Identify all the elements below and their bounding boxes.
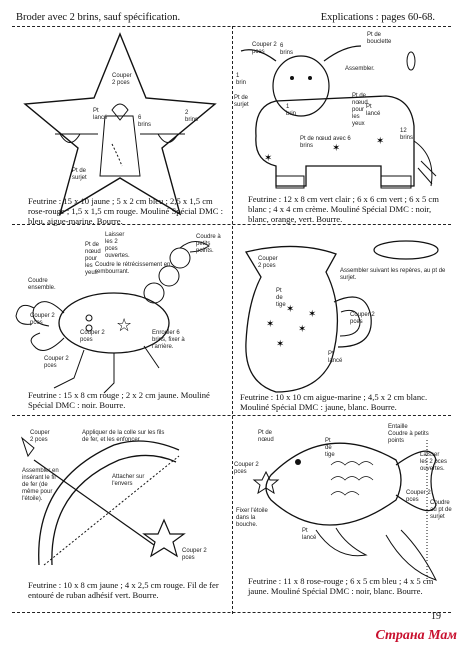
svg-text:✶: ✶ [286,304,295,315]
svg-text:✶: ✶ [298,324,307,335]
goat-label-pt-lance: Pt lancé [366,104,381,117]
page-number: 19 [431,611,441,622]
star-label-2-brins: 2 brins [185,110,199,123]
scorpion-label-coudre-ensemble: Coudre ensemble. [28,278,56,291]
scorpion-label-coudre-retrecissement: Coudre le rétrécissement en rembourrant. [95,262,171,275]
goat-label-1-brin-b: 1 brin [286,104,297,117]
svg-text:✶: ✶ [266,319,275,330]
svg-text:✶: ✶ [376,136,385,147]
fish-label-couper-a: Couper 2 pces [234,462,259,475]
jug-label-pt-tige: Pt de tige [276,288,286,308]
scorpion-label-pt-noeud: Pt de nœud pour les yeux [85,242,101,276]
star-label-pt-lance: Pt lancé [93,108,108,121]
svg-text:✶: ✶ [276,339,285,350]
fish-label-fixer: Fixer l'étoile dans la bouche. [236,508,268,528]
header-pages-ref: Explications : pages 60-68. [320,12,435,23]
fish-label-pt-lance: Pt lancé [302,528,317,541]
svg-text:✶: ✶ [332,143,341,154]
scorpion-label-couper-a: Couper 2 pces [30,313,55,326]
svg-text:✶: ✶ [308,309,317,320]
scorpion-label-couper-c: Couper 2 pces [44,356,69,369]
scorpion-caption: Feutrine : 15 x 8 cm rouge ; 2 x 2 cm jaune. Mouliné Spécial DMC : noir. Bourre. [28,390,210,410]
star-caption: Feutrine : 15 x 10 jaune ; 5 x 2 cm bleu ; 2,5 x 1,5 cm rose-rouge ; 1,5 x 1,5 cm rouge. Mouliné Spécial DMC : bleu, aigue-marine. Bourre. [28,196,223,226]
scorpion-label-enrouler: Enrouler 6 brins, fixer à l'arrière. [152,330,185,350]
fish-caption: Feutrine : 11 x 8 rose-rouge ; 6 x 5 cm bleu ; 4 x 5 cm jaune. Mouliné Spécial DMC : noir, blanc. Bourre. [248,576,434,596]
goat-label-pt-noeud: Pt de nœud pour les yeux [352,93,368,127]
row-divider-2 [12,415,451,416]
goat-label-pt-bouclette: Pt de bouclette [367,32,392,45]
star-label-6-brins: 6 brins [138,115,152,128]
fish-label-laisser: Laisser les 2 pces ouvertes. [420,452,448,472]
jug-caption: Feutrine : 10 x 10 cm aigue-marine ; 4,5 x 2 cm blanc. Mouliné Spécial DMC : jaune, blanc. Bourre. [240,392,428,412]
goat-label-pt-surjet: Pt de surjet [234,95,249,108]
scorpion-label-laisser: Laisser les 2 pces ouvertes. [105,232,130,259]
fish-label-entaille: Entaille [388,424,408,430]
goat-label-pt-noeud-6: Pt de nœud avec 6 brins [300,136,351,149]
goat-label-6-brins: 6 brins [280,43,294,56]
goat-label-12-brins: 12 brins [400,128,414,141]
goat-label-1-brin-a: 1 brin [236,73,247,86]
scorpion-label-couper-b: Couper 2 pces [80,330,105,343]
watermark: Страна Мам [375,628,457,643]
star-label-couper: Couper 2 pces [112,73,132,86]
jug-label-assembler: Assembler suivant les repères, au pt de surjet. [340,268,446,281]
svg-text:✶: ✶ [264,153,273,164]
goat-label-assembler: Assembler. [345,66,375,72]
jug-label-pt-lance: Pt lancé [328,351,343,364]
bow-label-couper: Couper 2 pces [30,430,50,443]
center-divider [232,26,233,614]
bow-label-appliquer: Appliquer de la colle sur les fils de fer, et les enfoncer [82,430,165,443]
bow-label-attacher: Attacher sur l'envers [112,474,145,487]
star-label-pt-surjet: Pt de surjet [72,168,87,181]
fish-label-coudre-surjet: Coudre au pt de surjet [430,500,452,520]
bow-label-assembler: Assembler en insérant le fil de fer (de même pour l'étoile). [22,468,59,502]
jug-label-couper-b: Couper 2 pces [350,312,375,325]
fish-label-pt-tige: Pt de tige [325,438,335,458]
fish-label-pt-noeud: Pt de nœud [258,430,274,443]
header-instructions: Broder avec 2 brins, sauf spécification. [16,12,181,23]
bottom-rule [12,612,451,613]
fish-label-coudre-pts: Coudre à petits points [388,431,429,444]
goat-label-couper: Couper 2 pces [252,42,277,55]
fish-label-couper-b: Couper 2 pces [406,490,431,503]
svg-text:☆: ☆ [116,315,133,336]
bow-caption: Feutrine : 10 x 8 cm jaune ; 4 x 2,5 cm rouge. Fil de fer entouré de ruban adhésif vert. Bourre. [28,580,219,600]
goat-caption: Feutrine : 12 x 8 cm vert clair ; 6 x 6 cm vert ; 6 x 5 cm blanc ; 4 x 4 cm crème. Mouliné Spécial DMC : noir, blanc, orange, vert. Bourre. [248,194,439,224]
jug-label-couper: Couper 2 pces [258,256,278,269]
scorpion-label-coudre-pts: Coudre à petits points. [196,234,221,254]
bow-label-couper-b: Couper 2 pces [182,548,207,561]
bow-drawing [4,420,229,595]
